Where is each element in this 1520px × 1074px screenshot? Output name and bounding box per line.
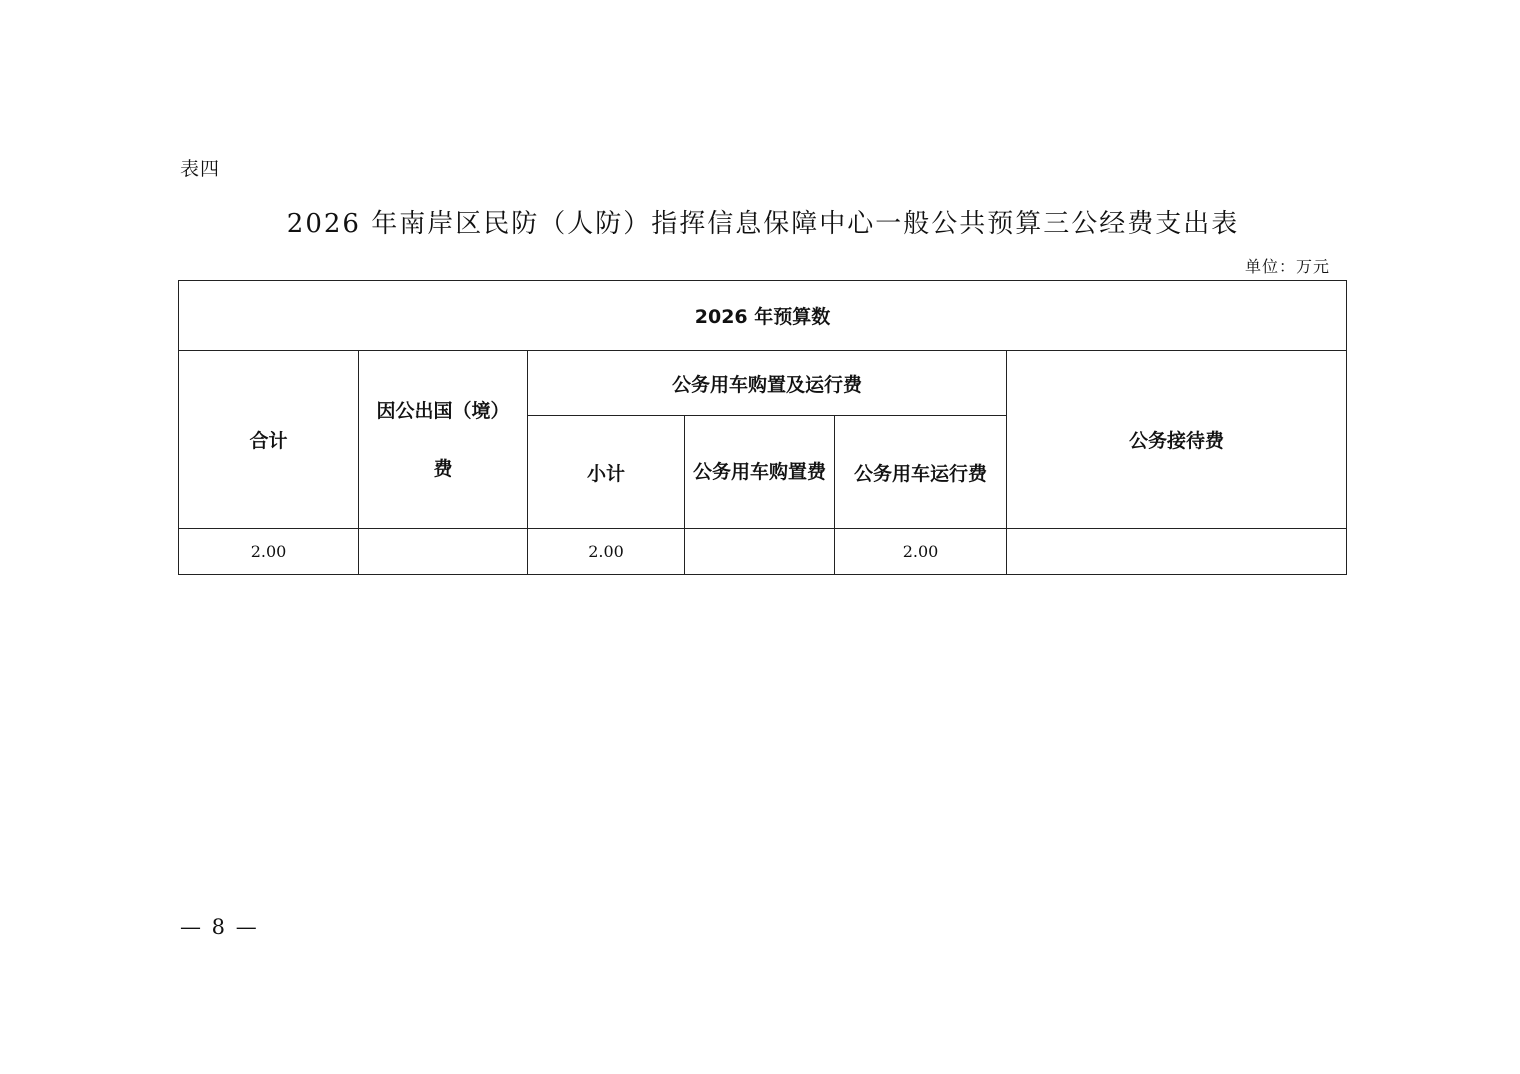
reception-value (1007, 529, 1347, 575)
table-label: 表四 (180, 158, 221, 180)
vehicle-purchase-header (685, 416, 835, 529)
header-row-budget (179, 281, 1347, 351)
total-value: 2.00 (179, 529, 359, 575)
table-row (179, 529, 1347, 575)
vehicle-subtotal-header: 小计 (528, 416, 685, 529)
vehicle-operation-value: 2.00 (835, 529, 1007, 575)
unit-label: 单位：万元 (1244, 257, 1330, 276)
total-header: 合计 (179, 351, 359, 529)
vehicle-group-header: 公务用车购置及运行费 (528, 351, 1007, 416)
vehicle-subtotal-value: 2.00 (528, 529, 685, 575)
page-number: — 8 — (180, 915, 259, 939)
abroad-header (359, 351, 528, 529)
vehicle-purchase-header-text: 公务用车购置费 (692, 461, 826, 483)
reception-header: 公务接待费 (1007, 351, 1347, 529)
budget-year-header: 2026 年预算数 (179, 281, 1347, 351)
abroad-header-text: 因公出国（境）费 (376, 399, 510, 480)
vehicle-purchase-value (685, 529, 835, 575)
vehicle-operation-header: 公务用车运行费 (835, 416, 1007, 529)
abroad-value (359, 529, 528, 575)
document-title: 2026 年南岸区民防（人防）指挥信息保障中心一般公共预算三公经费支出表 (286, 209, 1240, 239)
budget-table (178, 280, 1347, 575)
header-row-categories (179, 351, 1347, 416)
